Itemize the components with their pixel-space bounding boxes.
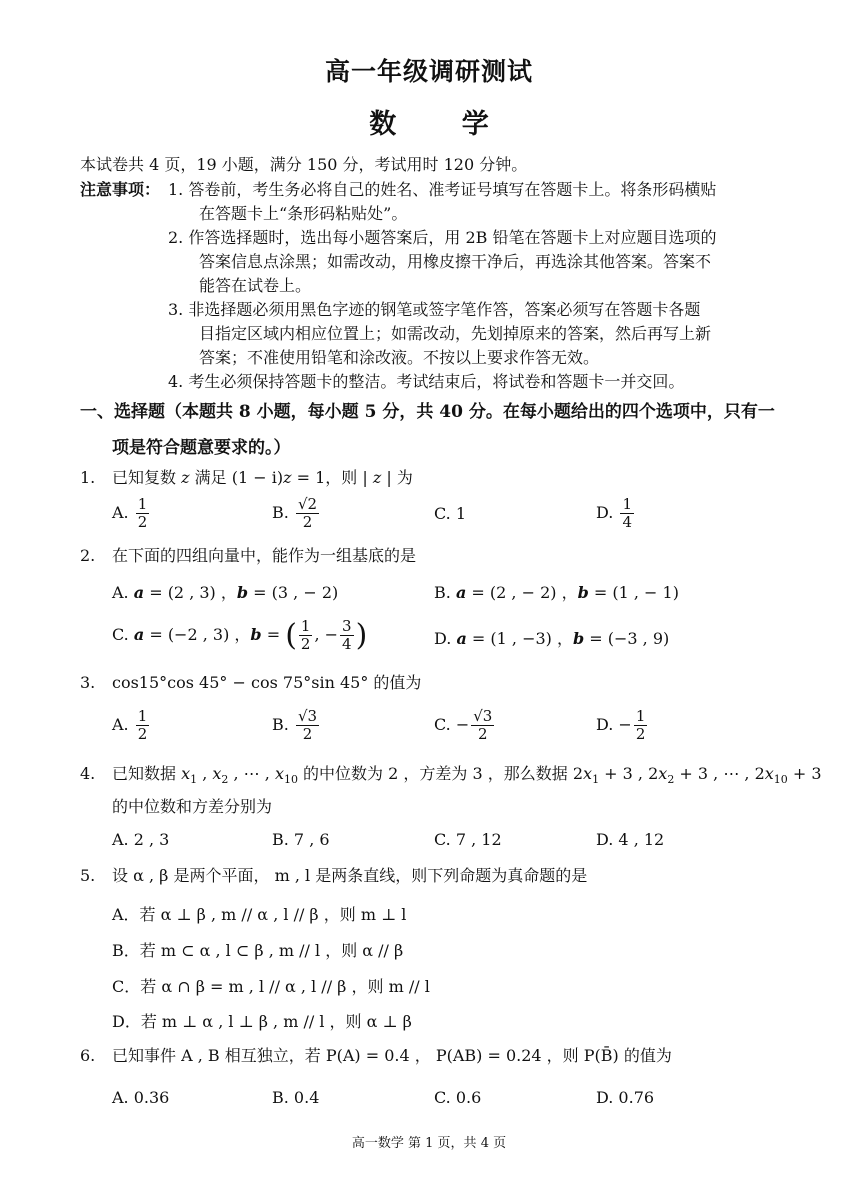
- intro-line: 本试卷共 4 页，19 小题，满分 150 分，考试用时 120 分钟。: [80, 155, 528, 174]
- option-b: B. $\frac{√3}{2}$: [272, 707, 318, 743]
- note-item: 答案信息点涂黑；如需改动，用橡皮擦干净后，再选涂其他答案。答案不: [199, 252, 712, 271]
- option-a: A. 2 , 3: [112, 830, 170, 849]
- option-c: C. 0.6: [434, 1088, 482, 1107]
- question-number: 6.: [80, 1046, 96, 1065]
- option-c: C．若 α ∩ β = m , l // α , l // β ，则 m // l: [112, 977, 430, 996]
- question-stem: 已知复数 z 满足 (1 − i)z = 1，则 | z | 为: [112, 468, 413, 487]
- option-c: C. − $\frac{√3}{2}$: [434, 707, 493, 743]
- option-c: C. 1: [434, 504, 467, 523]
- option-a: A. a = (2 , 3) ，b = (3 , − 2): [112, 583, 339, 602]
- option-a: A. 0.36: [112, 1088, 170, 1107]
- option-b: B. 0.4: [272, 1088, 320, 1107]
- option-b: B. 7 , 6: [272, 830, 330, 849]
- option-c: C. 7 , 12: [434, 830, 502, 849]
- option-b: B．若 m ⊂ α , l ⊂ β , m // l ，则 α // β: [112, 941, 404, 960]
- question-number: 3.: [80, 673, 96, 692]
- note-item: 能答在试卷上。: [199, 276, 312, 295]
- question-stem: 设 α , β 是两个平面， m , l 是两条直线，则下列命题为真命题的是: [112, 866, 588, 885]
- option-a: A. $\frac{1}{2}$: [112, 495, 148, 531]
- section-heading: 一、选择题（本题共 8 小题，每小题 5 分，共 40 分。在每小题给出的四个选项中，只有一: [80, 402, 775, 422]
- note-item: 目指定区域内相应位置上；如需改动，先划掉原来的答案，然后再写上新: [199, 324, 712, 343]
- question-stem: 已知事件 A , B 相互独立，若 P(A) = 0.4 ， P(AB) = 0.24 ，则 P(B̄) 的值为: [112, 1046, 672, 1065]
- note-item: 在答题卡上“条形码粘贴处”。: [199, 204, 408, 223]
- question-number: 4.: [80, 764, 96, 783]
- notes-label: 注意事项：: [80, 180, 161, 199]
- note-item: 2. 作答选择题时，选出每小题答案后，用 2B 铅笔在答题卡上对应题目选项的: [168, 228, 717, 247]
- option-b: B. $\frac{√2}{2}$: [272, 495, 318, 531]
- option-d: D．若 m ⊥ α , l ⊥ β , m // l ，则 α ⊥ β: [112, 1012, 412, 1031]
- option-d: D. 0.76: [596, 1088, 655, 1107]
- note-item: 4. 考生必须保持答题卡的整洁。考试结束后，将试卷和答题卡一并交回。: [168, 372, 685, 391]
- option-b: B. a = (2 , − 2) ，b = (1 , − 1): [434, 583, 679, 602]
- option-c: C. a = (−2 , 3) ，b = ( $\frac{1}{2}$ , − $\frac{3}{4}$ ): [112, 617, 368, 653]
- note-item: 1. 答卷前，考生务必将自己的姓名、准考证号填写在答题卡上。将条形码横贴: [168, 180, 717, 199]
- exam-title: 高一年级调研测试: [324, 57, 533, 86]
- note-item: 答案；不准使用铅笔和涂改液。不按以上要求作答无效。: [199, 348, 600, 367]
- question-number: 5.: [80, 866, 96, 885]
- question-stem: 在下面的四组向量中，能作为一组基底的是: [112, 546, 417, 565]
- note-item: 3. 非选择题必须用黑色字迹的钢笔或签字笔作答，答案必须写在答题卡各题: [168, 300, 701, 319]
- question-number: 2.: [80, 546, 96, 565]
- question-stem: 已知数据 $x_1$ , $x_2$ , ⋯ , $x_{10}$ 的中位数为 2 ，方差为 3 ，那么数据 $2x_1 + 3$ , $2x_2 + 3$ , ⋯ , $2x_{10} + 3$: [112, 764, 822, 787]
- option-d: D. a = (1 , −3) ，b = (−3 , 9): [434, 629, 670, 648]
- option-a: A. $\frac{1}{2}$: [112, 707, 148, 743]
- option-a: A．若 α ⊥ β , m // α , l // β ，则 m ⊥ l: [112, 905, 407, 924]
- question-stem: cos15°cos 45° − cos 75°sin 45° 的值为: [112, 673, 422, 692]
- page-footer: 高一数学 第 1 页，共 4 页: [351, 1136, 507, 1151]
- subject-title: 数 学: [369, 109, 517, 140]
- option-d: D. − $\frac{1}{2}$: [596, 707, 646, 743]
- question-number: 1.: [80, 468, 96, 487]
- option-d: D. 4 , 12: [596, 830, 665, 849]
- section-heading-cont: 项是符合题意要求的。）: [112, 438, 291, 458]
- option-d: D. $\frac{1}{4}$: [596, 495, 632, 531]
- question-stem-cont: 的中位数和方差分别为: [112, 797, 273, 816]
